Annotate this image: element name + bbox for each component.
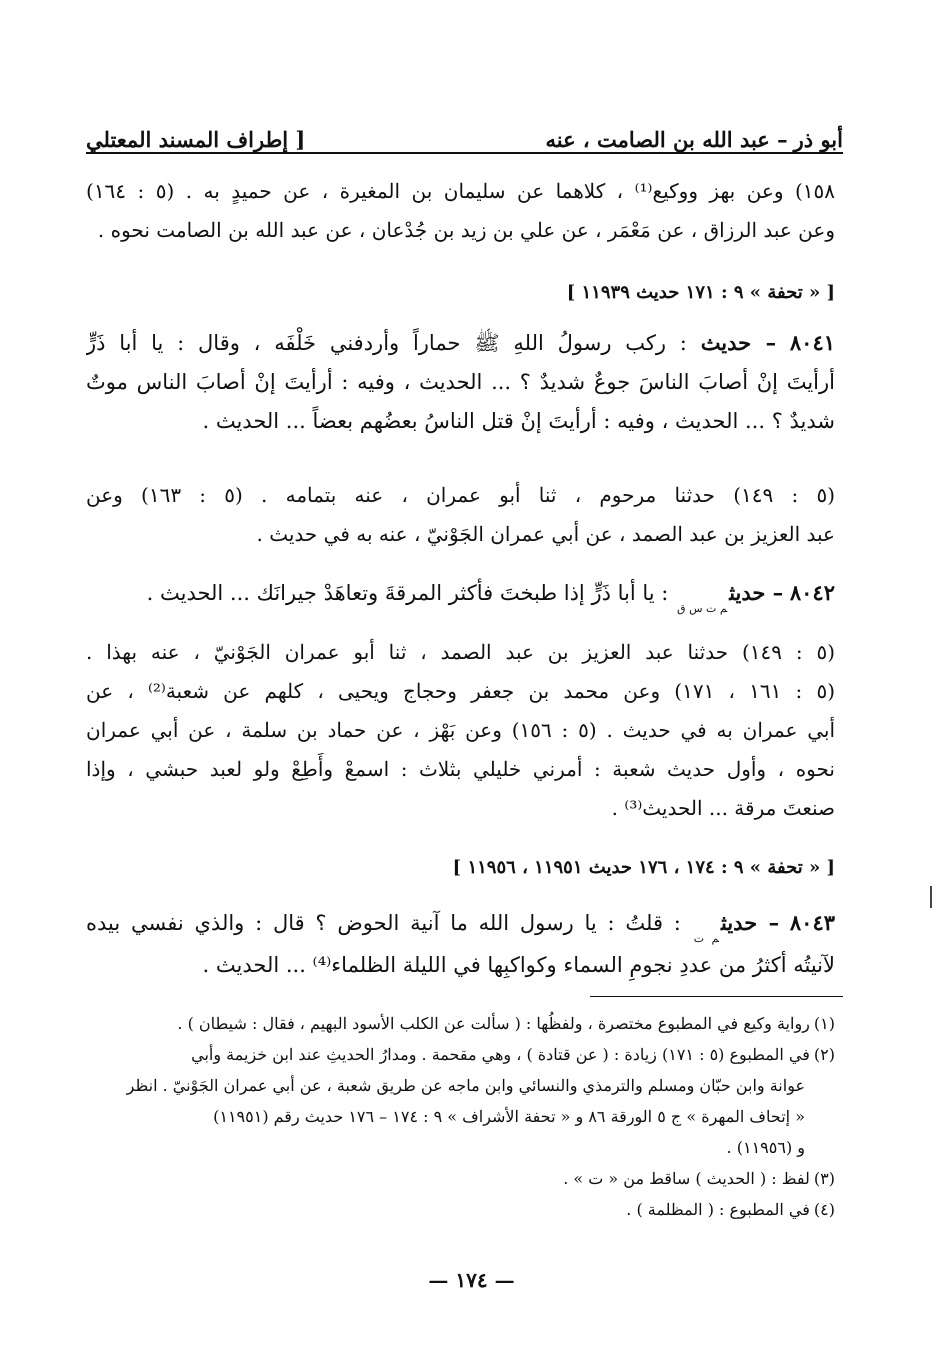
footnote-continuation: « إتحاف المهرة » ج ٥ الورقة ٨٦ و « تحفة الأشراف » ٩ : ١٧٤ – ١٧٦ حديث رقم (١١٩٥١) (213, 1107, 805, 1126)
hadith-number: ٨٠٤٣ (789, 910, 835, 935)
hadith-number: ٨٠٤١ (789, 330, 835, 355)
footnote (86, 1163, 835, 1194)
hadith-label: – حديث (720, 910, 780, 935)
margin-mark (930, 886, 932, 908)
hadith-text-line: أرأيتَ إنْ أصابَ الناسَ جوعٌ شديدٌ ؟ ... الحديث ، وفيه : أرأيتَ إنْ أصابَ الناس موتٌ (86, 370, 835, 394)
tuhfa-reference: [ « تحفة » ٩ : ١٧٤ ، ١٧٦ حديث ١١٩٥١ ، ١١٩٥٦ ] (452, 857, 835, 878)
footnote-text: في المطبوع : ( المظلمة ) . (626, 1200, 810, 1219)
hadith-siglum: م ت س ق (677, 602, 728, 615)
hadith-8042 (86, 573, 835, 616)
header-rule (86, 152, 843, 154)
hadith-number: ٨٠٤٢ (789, 580, 835, 605)
header-chapter (546, 127, 844, 152)
tuhfa-reference: [ « تحفة » ٩ : ١٧١ حديث ١١٩٣٩ ] (566, 282, 835, 303)
text-line: نحوه ، وأول حديث شعبة : أمرني خليلي بثلاث : اسمعْ وأَطِعْ ولو لعبد حبشي ، وإذا (86, 757, 835, 781)
footnote (86, 1008, 835, 1039)
footnote-continuation: عوانة وابن حبّان ومسلم والترمذي والنسائي وابن ماجه عن طريق شعبة ، عن أبي عمران الجَوْنيّ . انظر (126, 1076, 805, 1095)
footnote-text: لفظ : ( الحديث ) ساقط من « ت » . (563, 1169, 810, 1188)
text-block-1 (86, 172, 835, 250)
page-number: — ١٧٤ — (428, 1268, 515, 1292)
hadith-text-line: لآنيتُه أكثرُ من عددِ نجومِ السماء وكواكبِها في الليلة الظلماء⁽⁴⁾ ... الحديث . (202, 953, 835, 977)
hadith-label: – حديث (700, 330, 777, 355)
footnote-rule (590, 996, 843, 997)
hadith-siglum: م ت (693, 932, 719, 945)
footnote-number: (١) (813, 1014, 835, 1033)
text-line: (٥ : ١٤٩) حدثنا عبد العزيز بن عبد الصمد ، ثنا أبو عمران الجَوْنيّ ، عنه بهذا . (86, 640, 835, 664)
header-chapter-bold: أبو ذر (793, 127, 843, 152)
footnote-continuation: و (١١٩٥٦) . (726, 1138, 805, 1157)
text-line: عبد العزيز بن عبد الصمد ، عن أبي عمران الجَوْنيّ ، عنه به في حديث . (256, 522, 835, 546)
hadith-text-line: شديدٌ ؟ ... الحديث ، وفيه : أرأيتَ إنْ قتل الناسُ بعضُهم بعضاً ... الحديث . (202, 409, 835, 433)
hadith-label: – حديث (729, 580, 784, 605)
footnote-number: (٢) (813, 1045, 835, 1064)
hadith-8043 (86, 903, 835, 985)
running-header (86, 112, 843, 152)
text-line: صنعتَ مرقة ... الحديث⁽³⁾ . (611, 796, 835, 820)
hadith-text: : قلتُ : يا رسول الله ما آنية الحوض ؟ قال : والذي نفسي بيده (86, 911, 681, 935)
hadith-text: : ركب رسولُ اللهِ ﷺ حماراً وأردفني خَلْفَه ، وقال : يا أبا ذَرٍّ (86, 331, 687, 355)
text-line: ١٥٨) وعن بهز ووكيع⁽¹⁾ ، كلاهما عن سليمان بن المغيرة ، عن حميدٍ به . (٥ : ١٦٤) (86, 179, 835, 203)
footnote-text: رواية وكيع في المطبوع مختصرة ، ولفظُها : ( سألت عن الكلب الأسود البهيم ، فقال : شيطان ) . (177, 1014, 810, 1033)
text-block-3 (86, 633, 835, 828)
text-line: (٥ : ١٦١ ، ١٧١) وعن محمد بن جعفر وحجاج ويحيى ، كلهم عن شعبة⁽²⁾ ، عن (86, 679, 835, 703)
footnotes (86, 1008, 835, 1225)
header-chapter-rest: – عبد الله بن الصامت ، عنه (545, 127, 788, 152)
footnote-number: (٤) (813, 1200, 835, 1219)
header-book-title: [ إطراف المسند المعتلي (86, 127, 306, 152)
text-line: أبي عمران به في حديث . (٥ : ١٥٦) وعن بَهْز ، عن حماد بن سلمة ، عن أبي عمران (86, 718, 835, 742)
text-line: وعن عبد الرزاق ، عن مَعْمَر ، عن علي بن زيد بن جُدْعان ، عن عبد الله بن الصامت نحوه . (97, 218, 835, 242)
text-block-2 (86, 476, 835, 554)
hadith-8041 (86, 323, 835, 441)
footnote-text: في المطبوع (٥ : ١٧١) زيادة : ( عن قتادة ) ، وهي مقحمة . ومدارُ الحديثِ عند ابن خزيمة وأبي (191, 1045, 810, 1064)
footnote (86, 1194, 835, 1225)
footnote-number: (٣) (813, 1169, 835, 1188)
hadith-text: : يا أبا ذَرٍّ إذا طبختَ فأكثر المرقةَ وتعاهَدْ جيرانَك ... الحديث . (146, 581, 669, 605)
text-line: (٥ : ١٤٩) حدثنا مرحوم ، ثنا أبو عمران ، عنه بتمامه . (٥ : ١٦٣) وعن (86, 483, 835, 507)
footnote (86, 1039, 835, 1070)
